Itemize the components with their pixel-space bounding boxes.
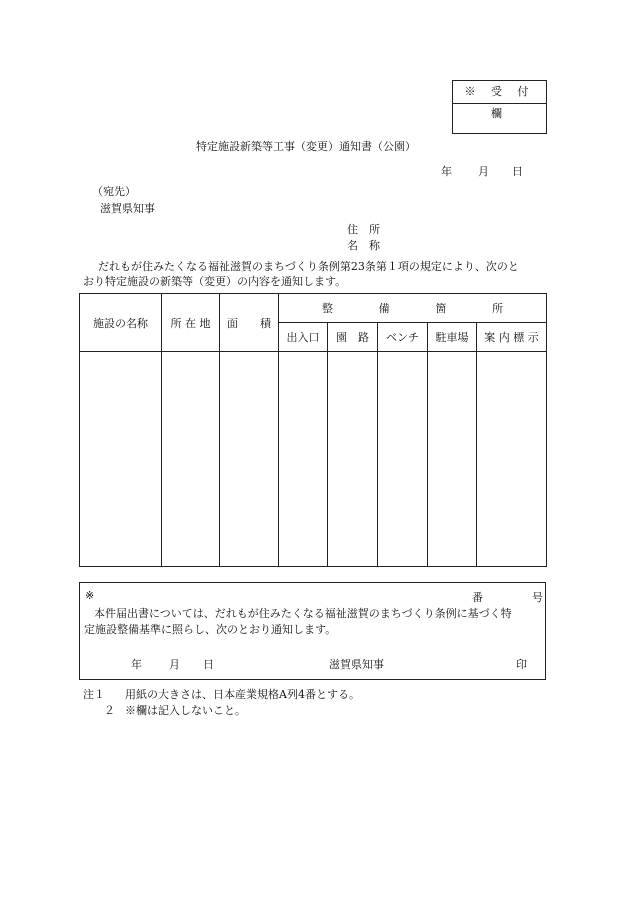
cell-entrance[interactable] — [279, 352, 328, 567]
notice-box — [79, 582, 546, 680]
cell-signage[interactable] — [477, 352, 547, 567]
facility-table — [79, 293, 547, 567]
note-2-text: ※欄は記入しないこと。 — [125, 704, 246, 717]
group-char: 整 — [321, 302, 333, 315]
cell-parking[interactable] — [428, 352, 477, 567]
notice-mark: ※ — [85, 589, 95, 602]
notice-month: 月 — [169, 658, 180, 671]
notice-line-2: 定施設整備基準に照らし、次のとおり通知します。 — [84, 623, 337, 636]
header-entrance: 出入口 — [279, 323, 328, 352]
group-char: 備 — [378, 302, 390, 315]
document-title: 特定施設新築等工事（変更）通知書（公園） — [196, 140, 416, 153]
notice-day: 日 — [203, 658, 214, 671]
cell-garden-path[interactable] — [328, 352, 378, 567]
note-2-number: ２ — [104, 704, 115, 717]
intro-line-2: おり特定施設の新築等（変更）の内容を通知します。 — [83, 275, 347, 288]
addressee-name: 滋賀県知事 — [100, 202, 155, 215]
cell-location[interactable] — [162, 352, 220, 567]
note-1-text: 用紙の大きさは、日本産業規格A列4番とする。 — [125, 688, 360, 701]
seal-mark: 印 — [516, 658, 527, 671]
header-parking: 駐車場 — [428, 323, 477, 352]
date-year: 年 — [441, 165, 452, 178]
group-char: 箇 — [435, 302, 447, 315]
cell-area[interactable] — [220, 352, 279, 567]
notice-line-1: 本件届出書については、だれもが住みたくなる福祉滋賀のまちづくり条例に基づく特 — [94, 607, 512, 620]
notice-governor: 滋賀県知事 — [329, 658, 384, 671]
date-month: 月 — [478, 165, 489, 178]
note-1-number: 注１ — [83, 688, 105, 701]
cell-bench[interactable] — [378, 352, 428, 567]
header-signage: 案 内 標 示 — [477, 323, 547, 352]
address-label: 住 所 — [347, 223, 380, 236]
date-day: 日 — [512, 165, 523, 178]
name-label: 名 称 — [347, 239, 380, 252]
header-location: 所 在 地 — [162, 294, 220, 352]
reception-box — [452, 80, 547, 134]
header-garden-path: 園 路 — [328, 323, 378, 352]
header-facility-name: 施設の名称 — [80, 294, 162, 352]
notice-year: 年 — [131, 658, 142, 671]
header-maintenance-locations — [279, 294, 547, 323]
number-label-1: 番 — [472, 591, 483, 604]
number-label-2: 号 — [532, 591, 543, 604]
intro-line-1: だれもが住みたくなる福祉滋賀のまちづくり条例第23条第１項の規定により、次のと — [98, 260, 519, 273]
group-char: 所 — [492, 302, 504, 315]
header-bench: ベンチ — [378, 323, 428, 352]
cell-facility-name[interactable] — [80, 352, 162, 567]
addressee-label: （宛先） — [92, 185, 136, 198]
reception-label: ※ 受 付 欄 — [453, 81, 546, 104]
header-area: 面 積 — [220, 294, 279, 352]
